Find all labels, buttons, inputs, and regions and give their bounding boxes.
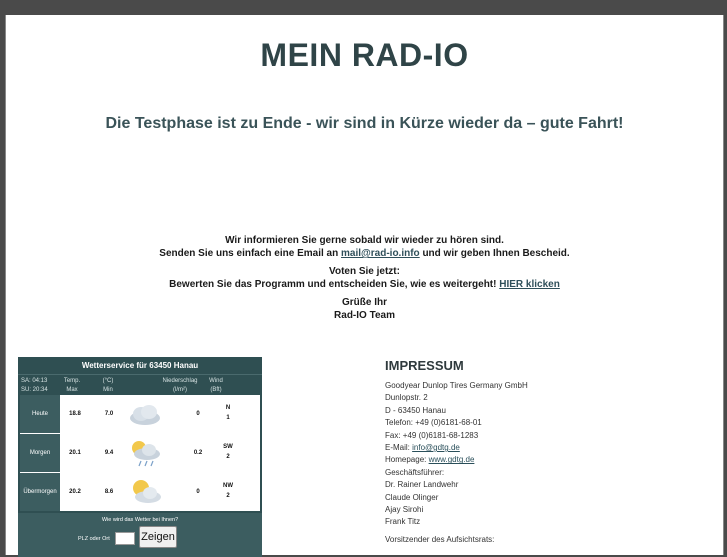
weather-max: 20.1 (69, 450, 81, 456)
show-weather-button[interactable]: Zeigen (139, 526, 177, 548)
weather-min: 8.6 (104, 489, 114, 495)
col-unit: (°C) (102, 378, 114, 384)
weather-max: 18.8 (69, 411, 81, 417)
weather-rows (20, 395, 260, 511)
impressum-gf-person: Dr. Rainer Landwehr (385, 480, 459, 490)
impressum-gf-person: Claude Olinger (385, 492, 439, 502)
team-name: Rad-IO Team (334, 310, 395, 321)
impressum-city: D - 63450 Hanau (385, 405, 446, 415)
weather-column-headers (18, 375, 262, 395)
sun-cloud-icon (127, 477, 163, 507)
page-title: MEIN RAD-IO (260, 37, 469, 73)
email-link[interactable]: mail@rad-io.info (341, 248, 420, 259)
weather-question: Wie wird das Wetter bei Ihnen? (101, 517, 179, 523)
col-temp: Temp. (63, 378, 81, 384)
weather-precip: 0.2 (193, 450, 203, 456)
vote-line (6, 278, 723, 291)
col-precip: Niederschlag (162, 378, 198, 384)
weather-min: 7.0 (104, 411, 114, 417)
sun-cloud-rain-icon (127, 438, 163, 468)
cloud-icon (127, 399, 163, 429)
greeting-block (6, 296, 723, 322)
email-line-pre: Senden Sie uns einfach eine Email an (159, 248, 342, 259)
weather-precip: 0 (196, 489, 200, 495)
impressum-company: Goodyear Dunlop Tires Germany GmbH (385, 381, 528, 390)
col-max: Max (66, 387, 78, 393)
impressum-gf-person: Frank Titz (385, 517, 421, 527)
weather-search (18, 513, 262, 557)
page (5, 15, 724, 555)
greeting: Grüße Ihr (341, 297, 387, 308)
impressum-homepage-link[interactable]: www.gdtg.de (428, 455, 475, 465)
sunset: SU: 20:34 (21, 387, 48, 393)
weather-widget (18, 357, 262, 557)
weather-row (20, 395, 260, 433)
impressum-homepage-line (385, 454, 528, 466)
email-line-post: und wir geben Ihnen Bescheid. (419, 248, 570, 259)
vote-link[interactable]: HIER klicken (499, 279, 560, 290)
weather-min: 9.4 (104, 450, 114, 456)
impressum-email-link[interactable]: info@gdtg.de (412, 443, 460, 453)
impressum-details (385, 380, 528, 546)
vote-title: Voten Sie jetzt: (329, 266, 400, 277)
page-subtitle: Die Testphase ist zu Ende - wir sind in Kürze wieder da – gute Fahrt! (105, 115, 624, 132)
weather-day: Morgen (20, 434, 60, 472)
col-wind: Wind (209, 378, 223, 384)
weather-precip: 0 (196, 411, 200, 417)
impressum-email-line (385, 442, 528, 454)
plz-label: PLZ oder Ort (78, 536, 110, 542)
impressum-email-label: E-Mail: (385, 443, 413, 453)
vote-block (6, 265, 723, 291)
impressum-gf-person: Ajay Sirohi (385, 505, 424, 515)
weather-day: Heute (20, 395, 60, 433)
impressum-phone: Telefon: +49 (0)6181-68-01 (385, 418, 482, 428)
weather-wind-dir: SW (223, 444, 233, 450)
weather-wind-bft: 1 (226, 415, 230, 421)
col-min: Min (103, 387, 113, 393)
sunrise: SA: 04:13 (21, 378, 48, 384)
impressum-homepage-label: Homepage: (385, 455, 429, 465)
col-precip-unit: (l/m²) (173, 387, 187, 393)
weather-title: Wetterservice für 63450 Hanau (18, 357, 262, 375)
info-line: Wir informieren Sie gerne sobald wir wieder zu hören sind. (225, 235, 504, 246)
weather-wind-dir: N (225, 405, 231, 411)
plz-input[interactable] (115, 532, 135, 545)
col-wind-unit: (Bft) (210, 387, 222, 393)
impressum-gf-label: Geschäftsführer: (385, 467, 445, 477)
weather-row (20, 434, 260, 472)
weather-wind-bft: 2 (226, 454, 230, 460)
impressum-board-label: Vorsitzender des Aufsichtsrats: (385, 534, 495, 544)
impressum-title: IMPRESSUM (385, 358, 464, 373)
impressum-fax: Fax: +49 (0)6181-68-1283 (385, 430, 479, 440)
impressum-street: Dunlopstr. 2 (385, 393, 428, 403)
email-line (6, 247, 723, 260)
weather-row (20, 473, 260, 511)
weather-wind-dir: NW (223, 483, 233, 489)
vote-line-pre: Bewerten Sie das Programm und entscheiden Sie, wie es weitergeht! (169, 279, 500, 290)
weather-max: 20.2 (69, 489, 81, 495)
weather-day: Übermorgen (20, 473, 60, 511)
weather-wind-bft: 2 (226, 493, 230, 499)
message-block (6, 234, 723, 260)
